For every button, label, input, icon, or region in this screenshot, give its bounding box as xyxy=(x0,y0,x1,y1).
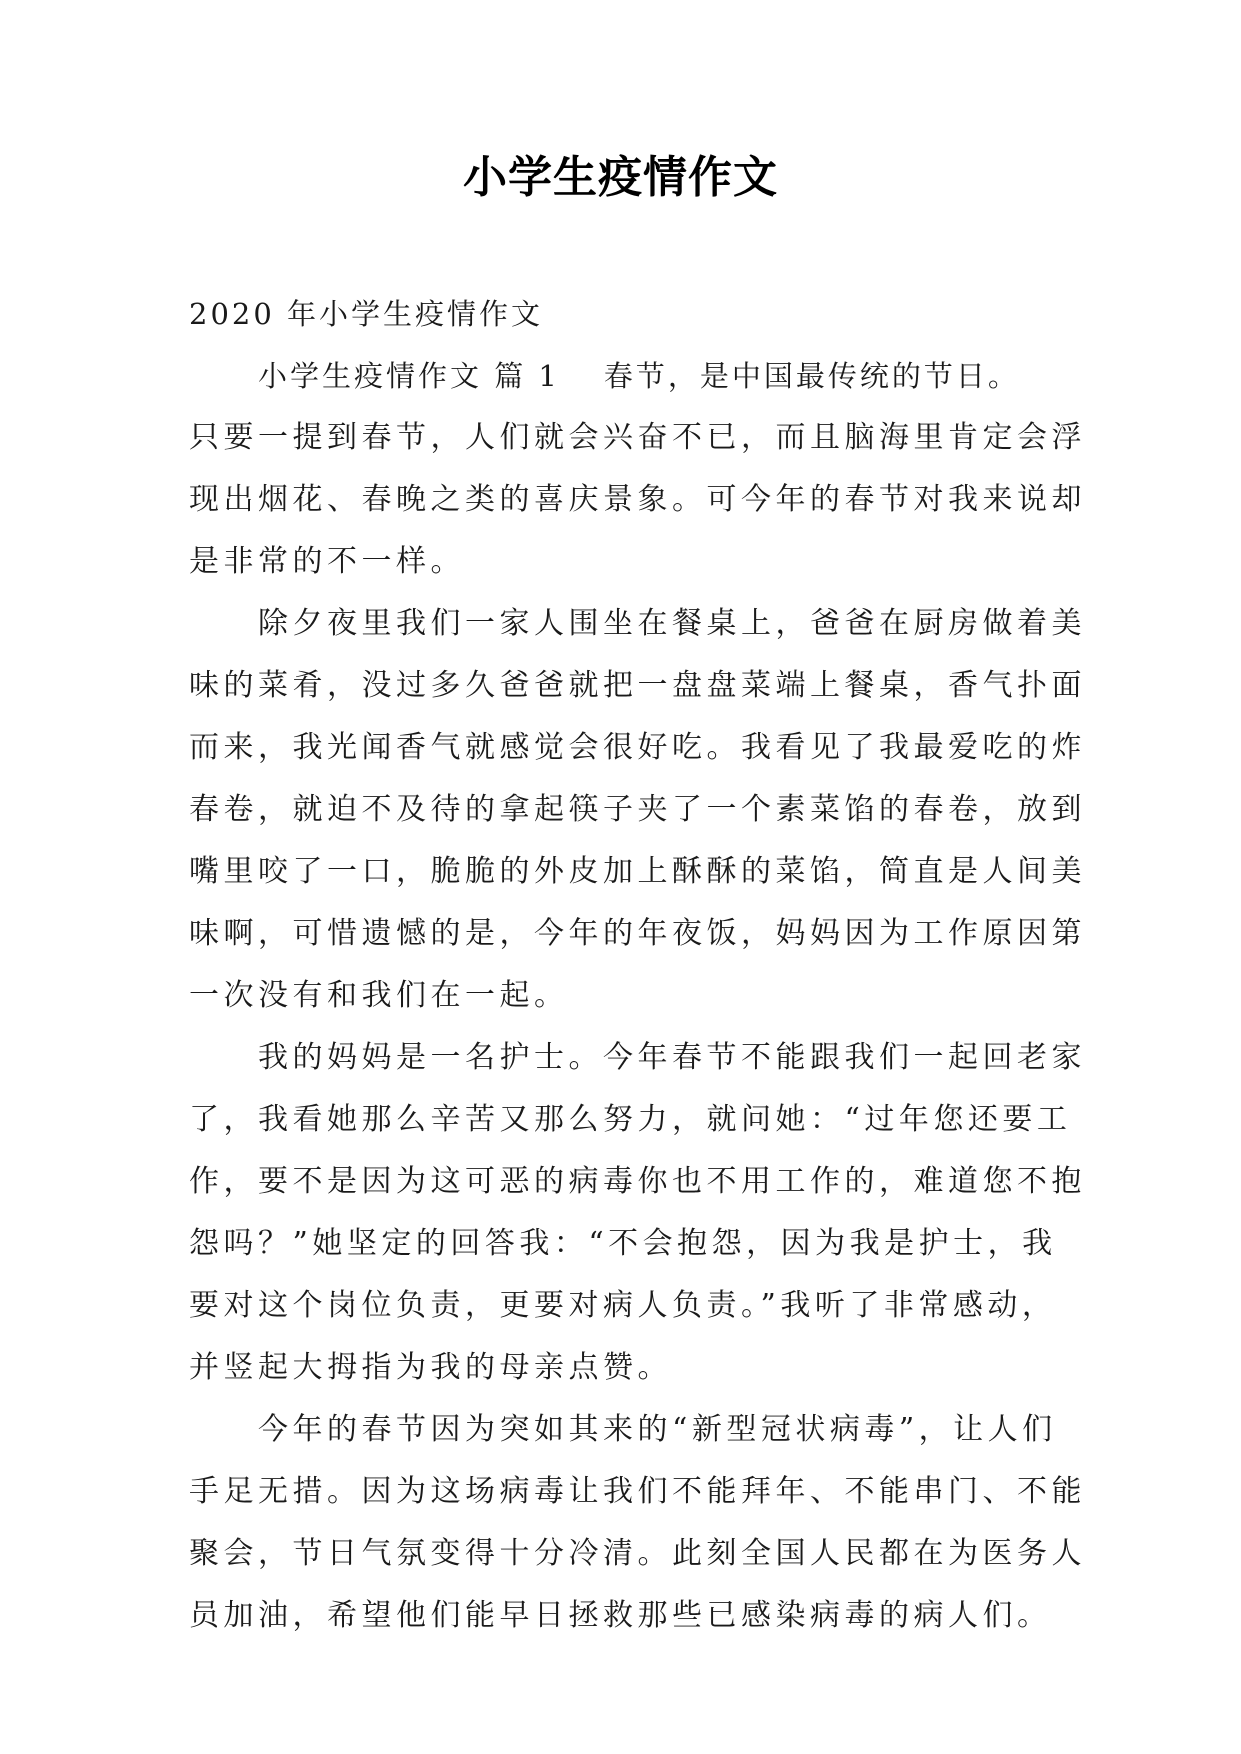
document-subtitle: 2020 年小学生疫情作文 xyxy=(189,297,544,331)
paragraph-2-line-7: 一次没有和我们在一起。 xyxy=(189,978,569,1013)
paragraph-1-line-2: 只要一提到春节，人们就会兴奋不已，而且脑海里肯定会浮 xyxy=(189,420,1086,455)
section-heading-line xyxy=(258,354,1020,398)
paragraph-3-line-6: 并竖起大拇指为我的母亲点赞。 xyxy=(189,1350,672,1385)
paragraph-4-line-1: 今年的春节因为突如其来的“新型冠状病毒”，让人们 xyxy=(258,1412,1057,1447)
paragraph-1-line-4: 是非常的不一样。 xyxy=(189,544,465,579)
paragraph-3-line-5: 要对这个岗位负责，更要对病人负责。”我听了非常感动， xyxy=(189,1288,1057,1323)
document-title: 小学生疫情作文 xyxy=(463,152,778,203)
paragraph-3-line-1: 我的妈妈是一名护士。今年春节不能跟我们一起回老家 xyxy=(258,1040,1086,1075)
paragraph-3-line-3: 作，要不是因为这可恶的病毒你也不用工作的，难道您不抱 xyxy=(189,1164,1086,1199)
paragraph-4-line-3: 聚会，节日气氛变得十分冷清。此刻全国人民都在为医务人 xyxy=(189,1536,1086,1571)
paragraph-3-line-2: 了，我看她那么辛苦又那么努力，就问她：“过年您还要工 xyxy=(189,1102,1072,1137)
paragraph-3-line-4: 怨吗？”她坚定的回答我：“不会抱怨，因为我是护士，我 xyxy=(189,1226,1057,1261)
paragraph-1-line-1: 春节，是中国最传统的节日。 xyxy=(603,359,1020,393)
paragraph-4-line-4: 员加油，希望他们能早日拯救那些已感染病毒的病人们。 xyxy=(189,1598,1052,1633)
paragraph-2-line-4: 春卷，就迫不及待的拿起筷子夹了一个素菜馅的春卷，放到 xyxy=(189,792,1086,827)
paragraph-2-line-6: 味啊，可惜遗憾的是，今年的年夜饭，妈妈因为工作原因第 xyxy=(189,916,1086,951)
paragraph-1-line-3: 现出烟花、春晚之类的喜庆景象。可今年的春节对我来说却 xyxy=(189,482,1086,517)
paragraph-4-line-2: 手足无措。因为这场病毒让我们不能拜年、不能串门、不能 xyxy=(189,1474,1086,1509)
paragraph-2-line-5: 嘴里咬了一口，脆脆的外皮加上酥酥的菜馅，简直是人间美 xyxy=(189,854,1086,889)
paragraph-2-line-1: 除夕夜里我们一家人围坐在餐桌上，爸爸在厨房做着美 xyxy=(258,606,1086,641)
paragraph-2-line-2: 味的菜肴，没过多久爸爸就把一盘盘菜端上餐桌，香气扑面 xyxy=(189,668,1086,703)
section-heading: 小学生疫情作文 篇 1 xyxy=(258,359,560,393)
paragraph-2-line-3: 而来，我光闻香气就感觉会很好吃。我看见了我最爱吃的炸 xyxy=(189,730,1086,765)
